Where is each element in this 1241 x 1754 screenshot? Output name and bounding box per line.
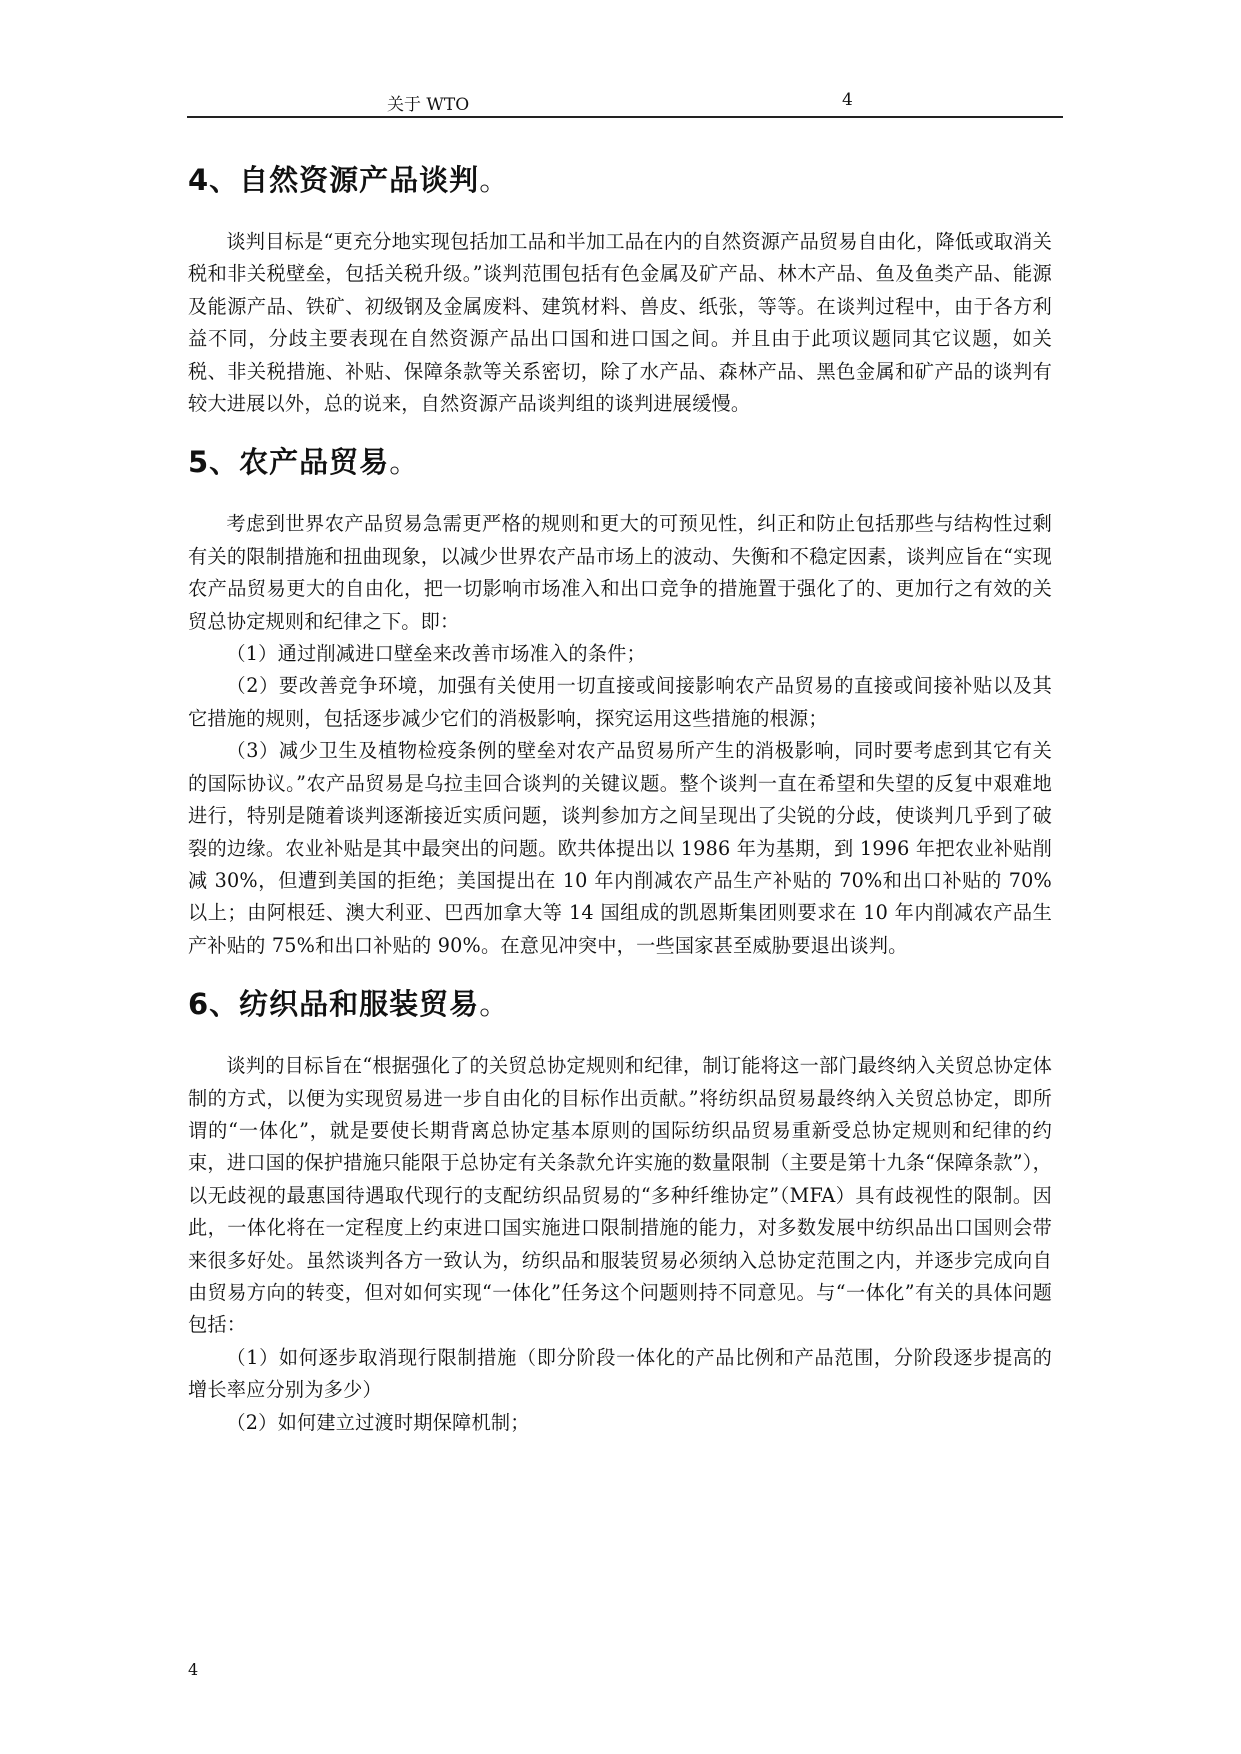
footer-page-number: 4 <box>188 1660 199 1679</box>
section-5-paragraph: 考虑到世界农产品贸易急需更严格的规则和更大的可预见性，纠正和防止包括那些与结构性过剩有关的限制措施和扭曲现象，以减少世界农产品市场上的波动、失衡和不稳定因素，谈判应旨在“实现农产品贸易更大的自由化，把一切影响市场准入和出口竞争的措施置于强化了的、更加行之有效的关贸总协定规则和纪律之下。即： <box>188 512 1052 633</box>
header-page-number: 4 <box>842 90 853 110</box>
section-heading-4: 4、自然资源产品谈判。 <box>188 163 510 197</box>
section-5-item-2: （2）要改善竞争环境，加强有关使用一切直接或间接影响农产品贸易的直接或间接补贴以及其它措施的规则，包括逐步减少它们的消极影响，探究运用这些措施的根源； <box>188 674 1052 730</box>
page-header <box>187 84 1063 118</box>
header-title: 关于 WTO <box>387 95 470 115</box>
section-6-paragraph: 谈判的目标旨在“根据强化了的关贸总协定规则和纪律，制订能将这一部门最终纳入关贸总协定体制的方式，以便为实现贸易进一步自由化的目标作出贡献。”将纺织品贸易最终纳入关贸总协定，即所谓的“一体化”，就是要使长期背离总协定基本原则的国际纺织品贸易重新受总协定规则和纪律的约束，进口国的保护措施只能限于总协定有关条款允许实施的数量限制（主要是第十九条“保障条款”），以无歧视的最惠国待遇取代现行的支配纺织品贸易的“多种纤维协定”（MFA）具有歧视性的限制。因此，一体化将在一定程度上约束进口国实施进口限制措施的能力，对多数发展中纺织品出口国则会带来很多好处。虽然谈判各方一致认为，纺织品和服装贸易必须纳入总协定范围之内，并逐步完成向自由贸易方向的转变，但对如何实现“一体化”任务这个问题则持不同意见。与“一体化”有关的具体问题包括： <box>188 1054 1052 1337</box>
document-body <box>188 160 1052 1439</box>
section-6-item-1: （1）如何逐步取消现行限制措施（即分阶段一体化的产品比例和产品范围，分阶段逐步提高的增长率应分别为多少） <box>188 1345 1052 1402</box>
section-5-item-3: （3）减少卫生及植物检疫条例的壁垒对农产品贸易所产生的消极影响，同时要考虑到其它有关的国际协议。”农产品贸易是乌拉圭回合谈判的关键议题。整个谈判一直在希望和失望的反复中艰难地进行，特别是随着谈判逐渐接近实质问题，谈判参加方之间呈现出了尖锐的分歧，使谈判几乎到了破裂的边缘。农业补贴是其中最突出的问题。欧共体提出以 1986 年为基期，到 1996 年把农业补贴削减 30%，但遭到美国的拒绝；美国提出在 10 年内削减农产品生产补贴的 70%和出口补贴的 70%以上；由阿根廷、澳大利亚、巴西加拿大等 14 国组成的凯恩斯集团则要求在 10 年内削减农产品生产补贴的 75%和出口补贴的 90%。在意见冲突中，一些国家甚至威胁要退出谈判。 <box>188 739 1052 957</box>
section-6-item-2: （2）如何建立过渡时期保障机制； <box>226 1410 530 1434</box>
section-5-item-1: （1）通过削减进口壁垒来改善市场准入的条件； <box>226 642 646 666</box>
section-heading-5: 5、农产品贸易。 <box>188 445 420 480</box>
section-4-paragraph: 谈判目标是“更充分地实现包括加工品和半加工品在内的自然资源产品贸易自由化，降低或取消关税和非关税壁垒，包括关税升级。”谈判范围包括有色金属及矿产品、林木产品、鱼及鱼类产品、能源及能源产品、铁矿、初级钢及金属废料、建筑材料、兽皮、纸张，等等。在谈判过程中，由于各方利益不同，分歧主要表现在自然资源产品出口国和进口国之间。并且由于此项议题同其它议题，如关税、非关税措施、补贴、保障条款等关系密切，除了水产品、森林产品、黑色金属和矿产品的谈判有较大进展以外，总的说来，自然资源产品谈判组的谈判进展缓慢。 <box>188 230 1052 416</box>
section-heading-6: 6、纺织品和服装贸易。 <box>188 987 510 1022</box>
